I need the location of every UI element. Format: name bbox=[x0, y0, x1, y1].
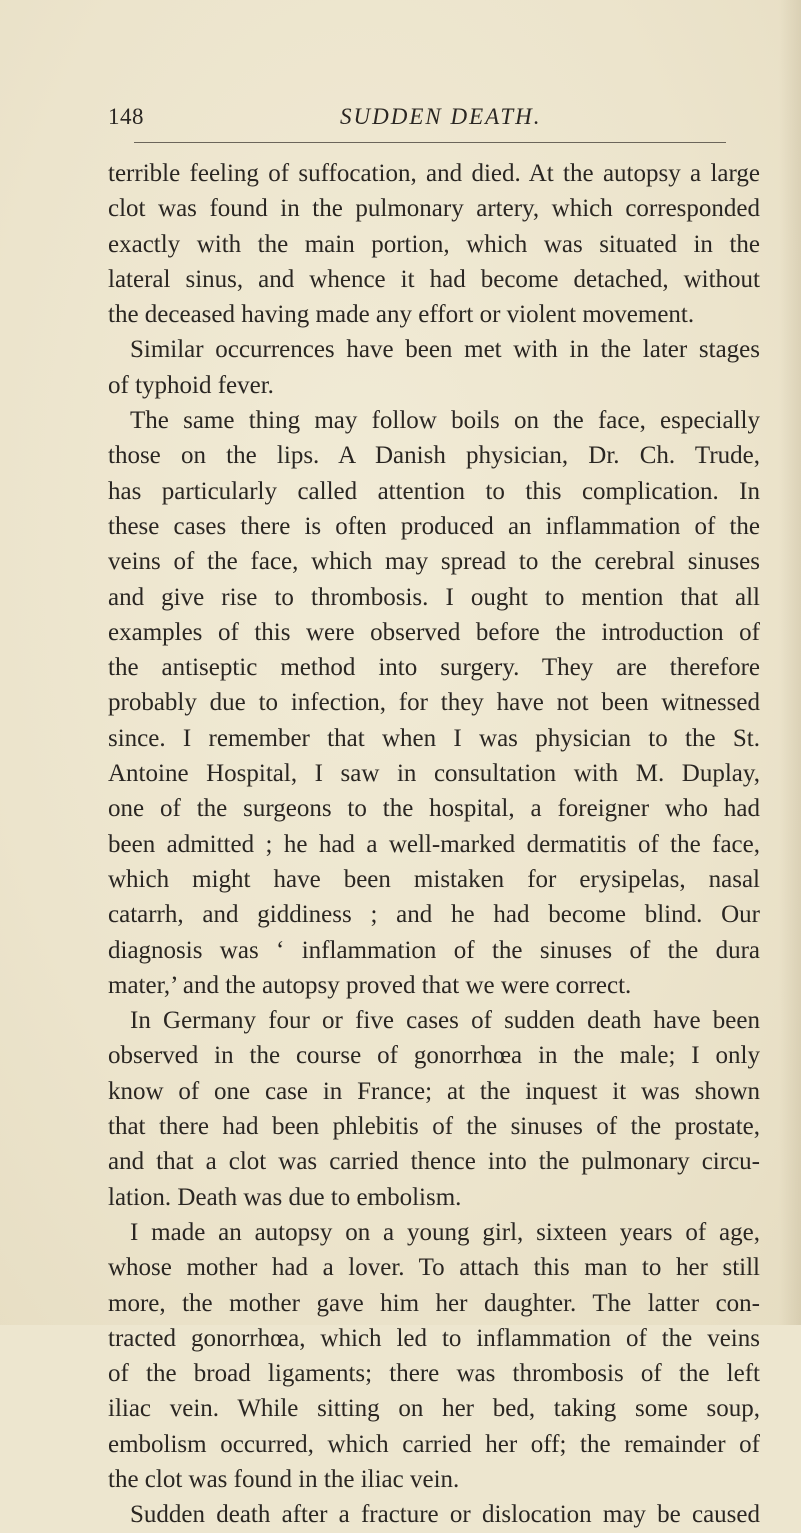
text-line: I made an autopsy on a young girl, sixteen years of age, bbox=[130, 1218, 760, 1246]
text-line: In Germany four or five cases of sudden death have been bbox=[130, 1007, 760, 1035]
text-line: that there had been phlebitis of the sinuses of the prostate, bbox=[108, 1113, 760, 1141]
text-line: of the broad ligaments; there was thrombosis of the left bbox=[108, 1360, 760, 1388]
text-line: has particularly called attention to this complication. In bbox=[108, 477, 760, 505]
text-line: observed in the course of gonorrhœa in the male; I only bbox=[108, 1042, 760, 1070]
text-line: and that a clot was carried thence into the pulmonary circu- bbox=[108, 1148, 760, 1176]
text-line: these cases there is often produced an inflammation of the bbox=[108, 512, 760, 540]
text-line: and give rise to thrombosis. I ought to mention that all bbox=[108, 583, 760, 611]
text-line: tracted gonorrhœa, which led to inflammation of the veins bbox=[108, 1324, 760, 1352]
text-line: know of one case in France; at the inquest it was shown bbox=[108, 1077, 760, 1105]
text-line: lation. Death was due to embolism. bbox=[108, 1183, 462, 1211]
text-line: the clot was found in the iliac vein. bbox=[108, 1465, 460, 1493]
text-line: Antoine Hospital, I saw in consultation with M. Duplay, bbox=[108, 760, 760, 788]
text-line: Similar occurrences have been met with in the later stages bbox=[130, 336, 760, 364]
text-line: one of the surgeons to the hospital, a foreigner who had bbox=[108, 795, 760, 823]
text-line: exactly with the main portion, which was situated in the bbox=[108, 230, 760, 258]
text-line: the antiseptic method into surgery. They are therefore bbox=[108, 654, 760, 682]
text-line: since. I remember that when I was physician to the St. bbox=[108, 724, 760, 752]
text-line: diagnosis was ‘ inflammation of the sinuses of the dura bbox=[108, 936, 760, 964]
text-line: examples of this were observed before the introduction of bbox=[108, 618, 760, 646]
text-line: which might have been mistaken for erysipelas, nasal bbox=[108, 865, 760, 893]
text-line: the deceased having made any effort or violent movement. bbox=[108, 301, 695, 329]
text-line: mater,’ and the autopsy proved that we were correct. bbox=[108, 971, 632, 999]
text-line: probably due to infection, for they have not been witnessed bbox=[108, 689, 760, 717]
text-line: terrible feeling of suffocation, and died. At the autopsy a large bbox=[108, 160, 760, 187]
text-line: of typhoid fever. bbox=[108, 371, 274, 399]
page-header bbox=[108, 104, 738, 136]
text-line: more, the mother gave him her daughter. The latter con- bbox=[108, 1289, 760, 1317]
text-line: The same thing may follow boils on the face, especially bbox=[130, 407, 760, 435]
text-line: veins of the face, which may spread to the cerebral sinuses bbox=[108, 548, 760, 576]
text-line: catarrh, and giddiness ; and he had become blind. Our bbox=[108, 901, 760, 929]
header-rule bbox=[134, 142, 726, 143]
text-line: been admitted ; he had a well-marked dermatitis of the face, bbox=[108, 830, 760, 858]
text-line: whose mother had a lover. To attach this man to her still bbox=[108, 1254, 760, 1282]
text-line: Sudden death after a fracture or dislocation may be caused bbox=[130, 1501, 760, 1529]
page-edge-shadow bbox=[779, 0, 801, 1325]
text-line: iliac vein. While sitting on her bed, taking some soup, bbox=[108, 1395, 760, 1423]
body-text bbox=[108, 156, 760, 1533]
text-line: clot was found in the pulmonary artery, which corresponded bbox=[108, 195, 760, 223]
page-number: 148 bbox=[108, 104, 144, 129]
text-line: lateral sinus, and whence it had become detached, without bbox=[108, 265, 760, 293]
text-line: those on the lips. A Danish physician, Dr. Ch. Trude, bbox=[108, 442, 760, 470]
running-head: SUDDEN DEATH. bbox=[340, 104, 542, 129]
text-line: embolism occurred, which carried her off; the remainder of bbox=[108, 1430, 760, 1458]
